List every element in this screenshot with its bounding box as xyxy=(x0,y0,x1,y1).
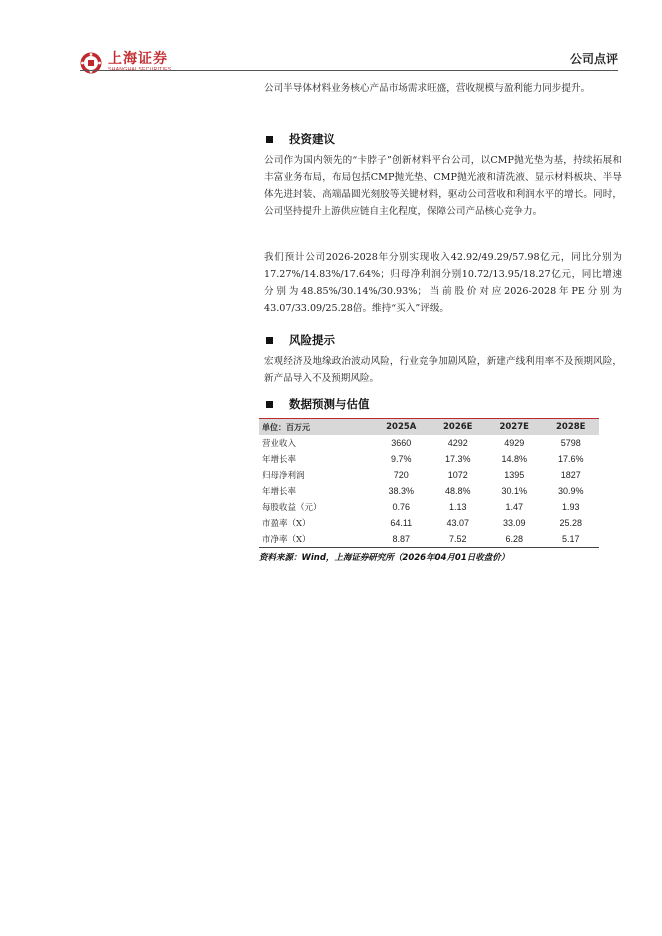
square-bullet-icon xyxy=(266,337,273,344)
table-row xyxy=(259,515,599,531)
table-cell: 25.28 xyxy=(559,518,582,528)
table-cell: 6.28 xyxy=(505,534,523,544)
table-cell: 30.9% xyxy=(557,486,584,496)
table-bottom-rule xyxy=(259,547,599,548)
table-cell: 7.52 xyxy=(448,534,467,544)
table-cell: 33.09 xyxy=(502,518,526,528)
table-row xyxy=(259,451,599,467)
heading-text: 风险提示 xyxy=(289,333,335,347)
table-cell: 5798 xyxy=(560,438,581,448)
row-label: 归母净利润 xyxy=(262,471,305,481)
table-cell: 9.7% xyxy=(390,454,412,464)
table-cell: 4929 xyxy=(504,438,525,448)
column-header: 2028E xyxy=(555,422,586,432)
table-cell: 1.13 xyxy=(448,502,467,512)
column-header: 2026E xyxy=(442,422,473,432)
source-note: 资料来源：Wind，上海证券研究所（2026年04月01日收盘价） xyxy=(259,553,510,563)
forecast-table xyxy=(259,419,599,547)
table-row xyxy=(259,467,599,483)
investment-paragraph-2: 我们预计公司2026-2028年分别实现收入42.92/49.29/57.98亿元，同比分别为17.27%/14.83%/17.64%；归母净利润分别10.72/13.95/18.27亿元，同比增速分别为48.85%/30.14%/30.93%；当前股价对应2026-2028年PE分别为43.07/33.09/25.28倍。维持“买入”评级。 xyxy=(264,252,622,314)
table-header-row xyxy=(259,419,599,435)
logo-chinese-name: 上海证券 xyxy=(108,51,168,68)
row-label: 营业收入 xyxy=(262,439,297,449)
table-row xyxy=(259,499,599,515)
table-cell: 38.3% xyxy=(388,486,414,496)
investment-paragraph-1: 公司作为国内领先的“卡脖子”创新材料平台公司，以CMP抛光垫为基，持续拓展和丰富业务布局，布局包括CMP抛光垫、CMP抛光液和清洗液、显示材料板块、半导体先进封装、高端晶圆光刻胶等关键材料，驱动公司营收和利润水平的增长。同时，公司坚持提升上游供应链自主化程度，保障公司产品核心竞争力。 xyxy=(264,155,622,217)
logo-english-name: SHANGHAI SECURITIES xyxy=(108,67,172,74)
table-row xyxy=(259,483,599,499)
square-bullet-icon xyxy=(266,136,273,143)
table-row xyxy=(259,531,599,547)
heading-text: 投资建议 xyxy=(289,132,335,146)
table-cell: 17.6% xyxy=(557,454,584,464)
table-cell: 64.11 xyxy=(390,518,413,528)
table-cell: 1072 xyxy=(447,470,468,480)
table-cell: 17.3% xyxy=(444,454,471,464)
table-cell: 30.1% xyxy=(501,486,527,496)
square-bullet-icon xyxy=(266,401,273,408)
heading-text: 数据预测与估值 xyxy=(289,397,370,411)
table-cell: 5.17 xyxy=(561,534,580,544)
table-cell: 1827 xyxy=(560,470,581,480)
table-cell: 1395 xyxy=(504,470,525,480)
table-cell: 14.8% xyxy=(501,454,527,464)
section-heading-risk xyxy=(266,332,335,348)
table-cell: 3660 xyxy=(391,438,412,448)
column-header: 2027E xyxy=(499,422,529,432)
row-label: 年增长率 xyxy=(262,487,297,497)
row-label: 市净率（X） xyxy=(262,535,311,545)
report-type-label: 公司点评 xyxy=(569,52,618,66)
table-row xyxy=(259,435,599,451)
table-cell: 720 xyxy=(393,470,409,480)
table-cell: 0.76 xyxy=(392,502,410,512)
table-cell: 4292 xyxy=(447,438,468,448)
section-heading-forecast xyxy=(266,396,370,412)
table-cell: 1.93 xyxy=(561,502,580,512)
section-heading-investment xyxy=(266,131,335,147)
column-header: 2025A xyxy=(386,422,417,432)
table-cell: 1.47 xyxy=(505,502,523,512)
intro-paragraph: 公司半导体材料业务核心产品市场需求旺盛，营收规模与盈利能力同步提升。 xyxy=(264,83,591,94)
table-cell: 43.07 xyxy=(446,518,469,528)
risk-paragraph: 宏观经济及地缘政治波动风险，行业竞争加剧风险，新建产线利用率不及预期风险，新产品导入不及预期风险。 xyxy=(264,356,622,384)
brand-logo xyxy=(80,50,171,76)
unit-label: 单位：百万元 xyxy=(262,422,310,432)
row-label: 市盈率（X） xyxy=(262,519,311,529)
table-cell: 48.8% xyxy=(444,486,471,496)
row-label: 年增长率 xyxy=(262,455,297,465)
table-cell: 8.87 xyxy=(392,534,410,544)
row-label: 每股收益（元） xyxy=(262,503,322,513)
